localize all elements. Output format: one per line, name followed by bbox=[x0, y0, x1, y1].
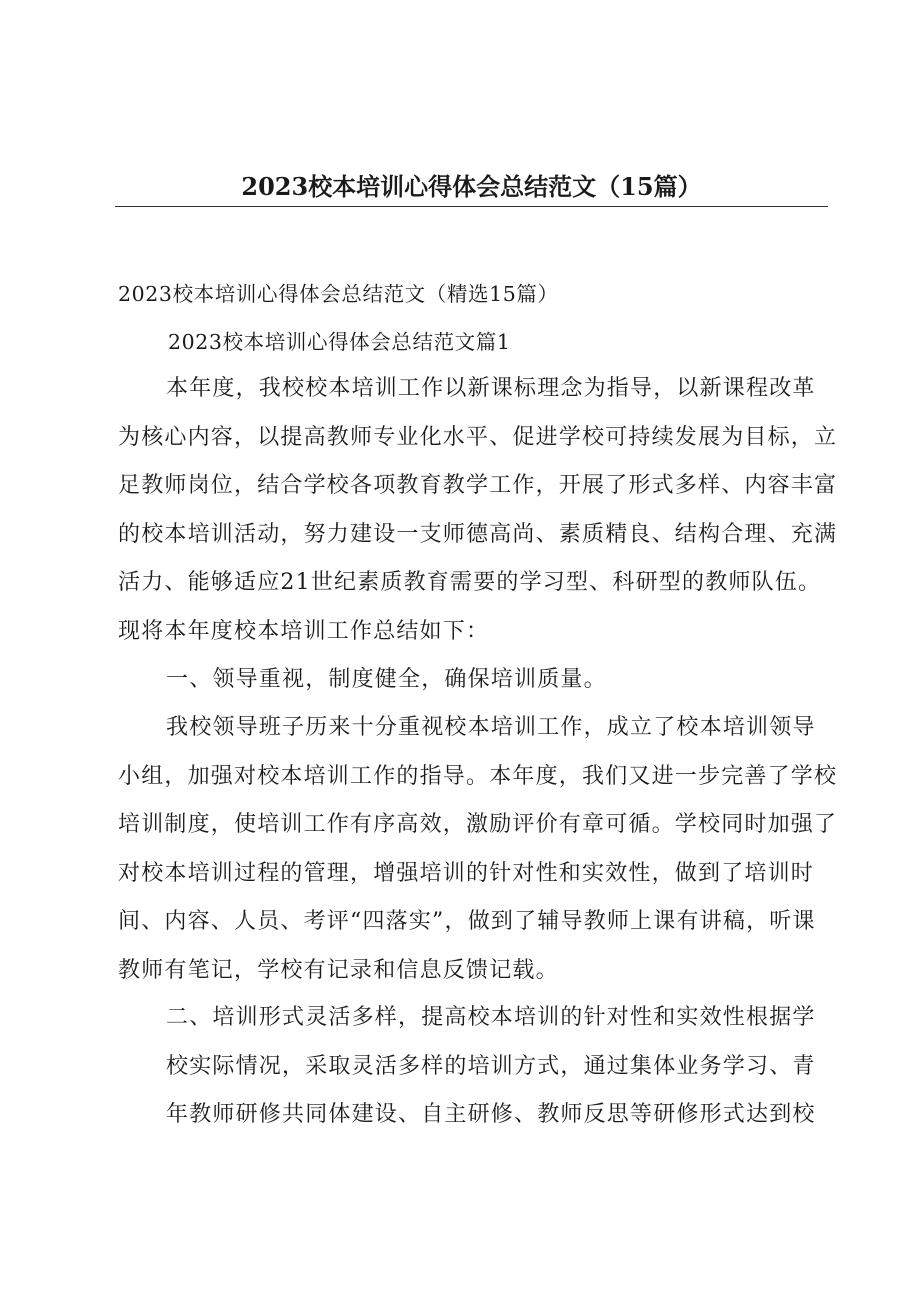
document-title: 2023校本培训心得体会总结范文（15篇） bbox=[241, 172, 702, 201]
body-paragraph-2: 我校领导班子历来十分重视校本培训工作，成立了校本培训领导小组，加强对校本培训工作的指导。本年度，我们又进一步完善了学校培训制度，使培训工作有序高效，激励评价有章可循。学校同时加强了对校本培训过程的管理，增强培训的针对性和实效性，做到了培训时间、内容、人员、考评“四落实”，做到了辅导教师上课有讲稿，听课教师有笔记，学校有记录和信息反馈记载。 bbox=[118, 715, 838, 983]
article-heading: 2023校本培训心得体会总结范文篇1 bbox=[168, 330, 511, 354]
section-heading-1: 一、领导重视，制度健全，确保培训质量。 bbox=[166, 667, 607, 692]
document-subtitle: 2023校本培训心得体会总结范文（精选15篇） bbox=[118, 282, 559, 306]
body-paragraph-1: 本年度，我校校本培训工作以新课标理念为指导，以新课程改革为核心内容，以提高教师专业化水平、促进学校可持续发展为目标，立足教师岗位，结合学校各项教育教学工作，开展了形式多样、内容丰富的校本培训活动，努力建设一支师德高尚、素质精良、结构合理、充满活力、能够适应21世纪素质教育需要的学习型、科研型的教师队伍。现将本年度校本培训工作总结如下： bbox=[118, 376, 838, 644]
title-underline bbox=[115, 206, 828, 207]
section-heading-2-paragraph: 二、培训形式灵活多样，提高校本培训的针对性和实效性根据学校实际情况，采取灵活多样的培训方式，通过集体业务学习、青年教师研修共同体建设、自主研修、教师反思等研修形式达到校 bbox=[166, 1005, 816, 1127]
